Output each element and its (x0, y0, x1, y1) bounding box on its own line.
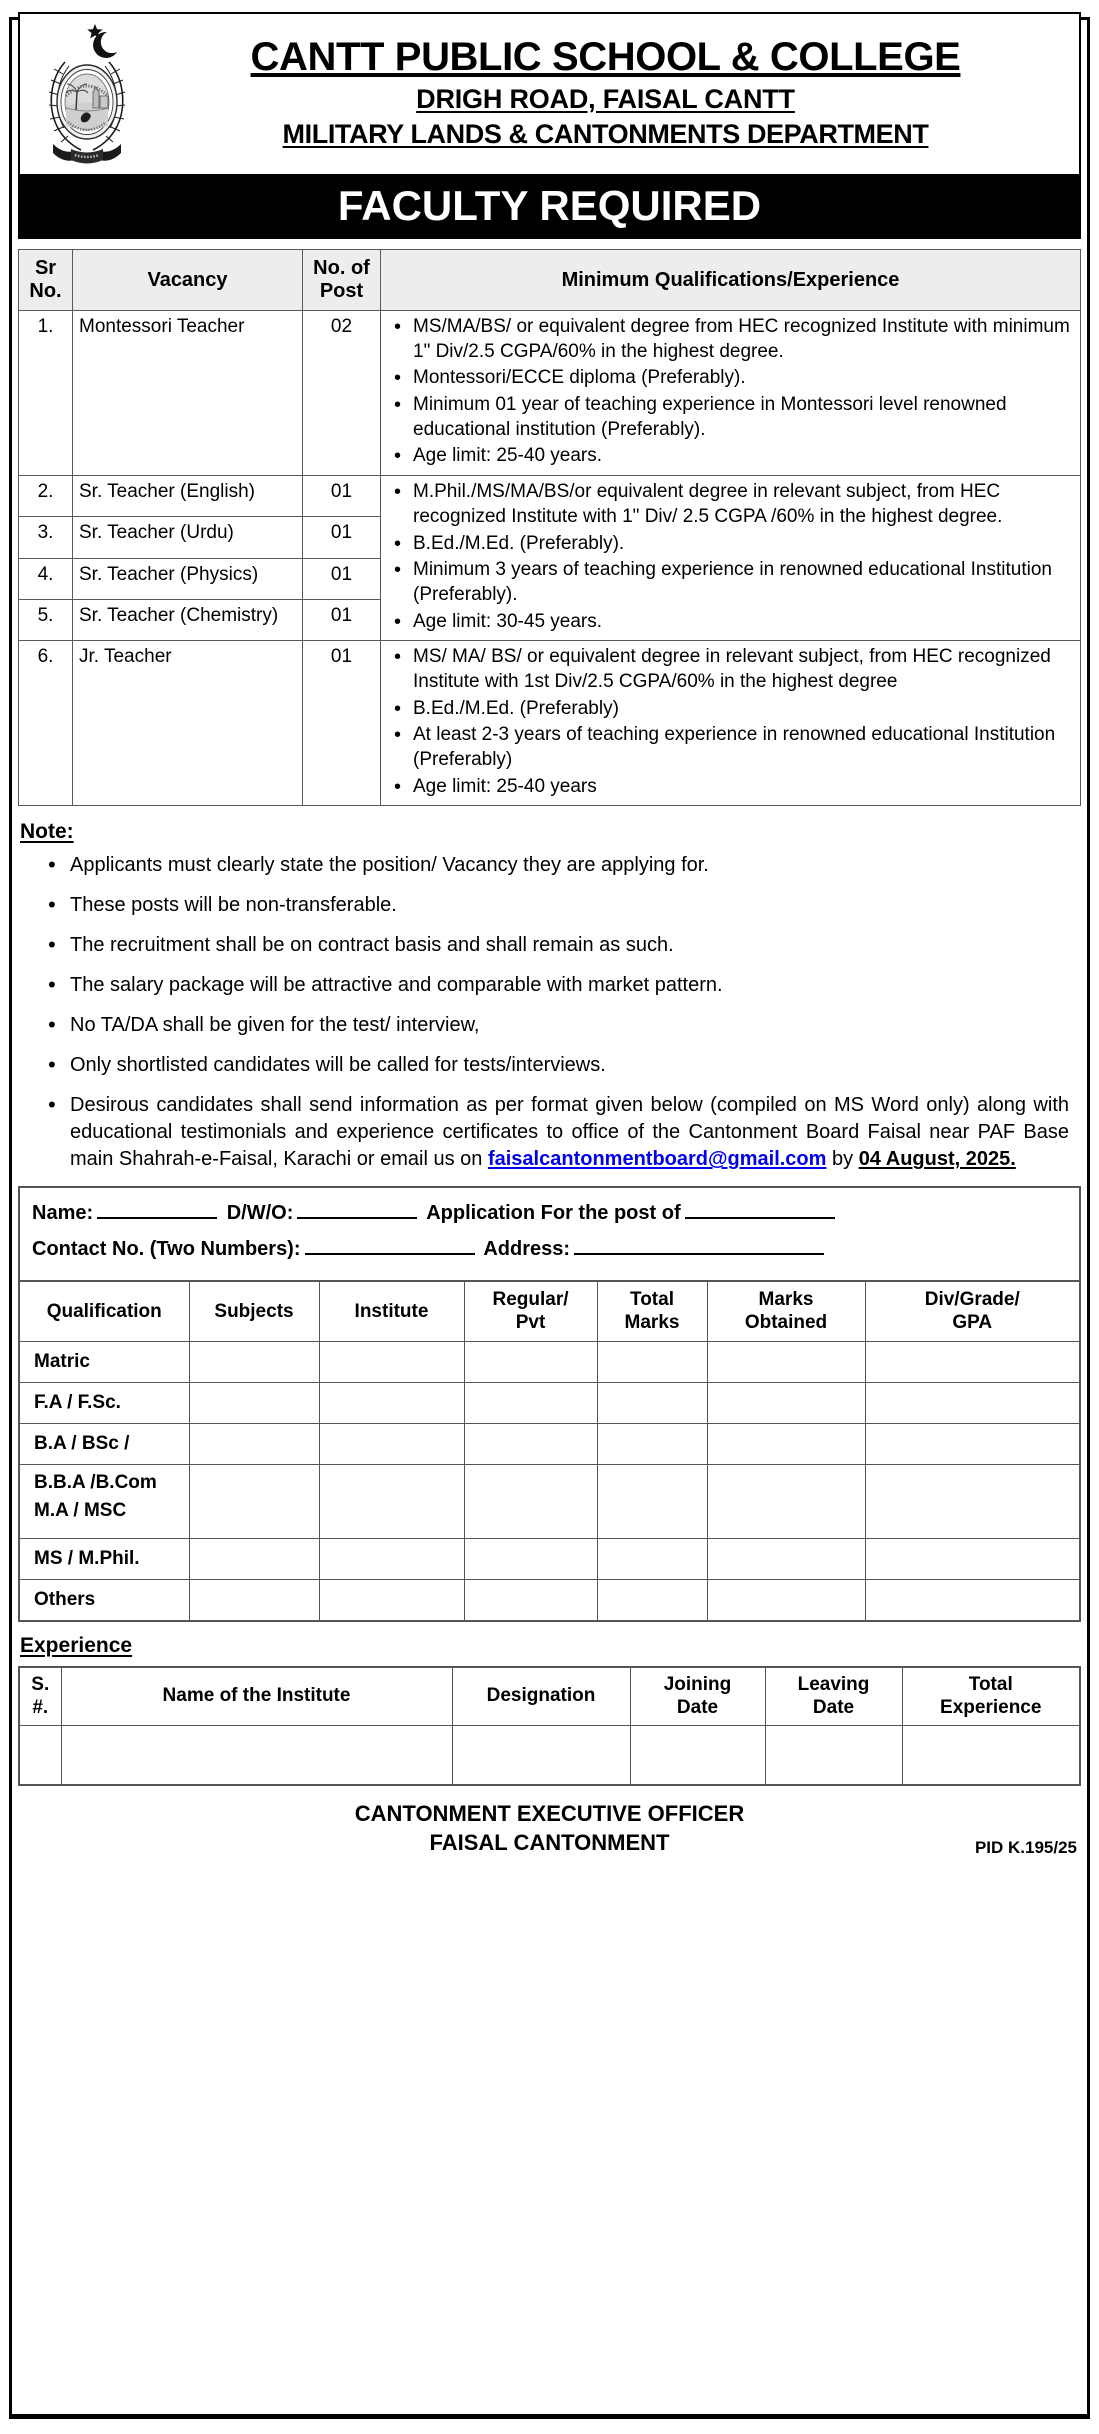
submission-text-part1: Desirous candidates shall send information as per format given below (compiled on MS Word only) along with educational testimonials and experience certificates to office of the Cantonment Board Faisal near PAF Base main Shahrah-e-Faisal, Karachi or email us on (70, 1094, 1069, 1171)
cell-posts: 01 (303, 599, 381, 640)
table-row (19, 1383, 1080, 1424)
address-input[interactable] (574, 1236, 824, 1255)
header-institute (319, 1281, 464, 1341)
list-item-submission (48, 1092, 1073, 1173)
dwo-label: D/W/O: (226, 1202, 294, 1225)
list-item: • Age limit: 25-40 years (413, 775, 1074, 800)
row-label-ma-msc: M.A / MSC (34, 1499, 127, 1521)
list-item: • The salary package will be attractive and comparable with market pattern. (48, 972, 1073, 999)
qualification-list (387, 480, 1074, 634)
list-item: • MS/ MA/ BS/ or equivalent degree in relevant subject, from HEC recognized Institute with 1st Div/2.5 CGPA/60% in the highest degree (413, 645, 1074, 694)
faculty-required-banner: FACULTY REQUIRED (18, 176, 1081, 239)
cell-posts: 01 (303, 476, 381, 517)
table-row (19, 1424, 1080, 1465)
row-label-fa-fsc: F.A / F.Sc. (19, 1383, 189, 1424)
application-deadline: 04 August, 2025. (858, 1148, 1016, 1171)
cell-leaving-date[interactable] (765, 1726, 902, 1786)
header-grade-line2: GPA (952, 1311, 993, 1333)
cell-joining-date[interactable] (630, 1726, 765, 1786)
cell-marks-obtained[interactable] (707, 1539, 865, 1580)
header-div-grade-gpa (865, 1281, 1080, 1341)
cell-total-experience[interactable] (902, 1726, 1080, 1786)
qualification-list (387, 315, 1074, 469)
cell-total-marks[interactable] (597, 1424, 707, 1465)
cell-posts: 01 (303, 517, 381, 558)
page-department: MILITARY LANDS & CANTONMENTS DEPARTMENT (282, 119, 929, 150)
cell-sr: 6. (19, 641, 73, 806)
cell-serial[interactable] (19, 1726, 61, 1786)
header-totalexp-line1: Total (968, 1674, 1013, 1696)
header-joining-line1: Joining (663, 1674, 732, 1696)
cell-institute[interactable] (319, 1383, 464, 1424)
list-item: • B.Ed./M.Ed. (Preferably) (413, 697, 1074, 722)
header-leaving-line2: Date (812, 1696, 855, 1718)
header-subjects (189, 1281, 319, 1341)
post-applied-label: Application For the post of (426, 1202, 681, 1225)
vacancy-table-header-row (19, 250, 1081, 311)
cell-regular-pvt[interactable] (464, 1539, 597, 1580)
page-title: CANTT PUBLIC SCHOOL & COLLEGE (250, 34, 961, 79)
list-item: • Minimum 01 year of teaching experience in Montessori level renowned educational institution (Preferably). (413, 393, 1074, 442)
form-line-contact (32, 1234, 1067, 1264)
header-qualification (19, 1281, 189, 1341)
table-row (19, 1726, 1080, 1786)
footer (18, 1800, 1081, 1865)
row-label-others: Others (19, 1580, 189, 1622)
cell-vacancy: Montessori Teacher (73, 311, 303, 476)
header-grade-line1: Div/Grade/ (924, 1289, 1020, 1311)
header-institute-line1: Institute (354, 1300, 429, 1322)
experience-heading: Experience (20, 1634, 133, 1658)
table-row (19, 1580, 1080, 1622)
cell-institute[interactable] (319, 1424, 464, 1465)
cell-div-grade[interactable] (865, 1342, 1080, 1383)
cell-total-marks[interactable] (597, 1342, 707, 1383)
cell-institute[interactable] (319, 1539, 464, 1580)
cell-posts: 02 (303, 311, 381, 476)
form-line-name (32, 1198, 1067, 1228)
list-item: • Montessori/ECCE diploma (Preferably). (413, 366, 1074, 391)
vacancy-table (18, 249, 1081, 806)
header-totalexp-line2: Experience (940, 1696, 1042, 1718)
cell-div-grade[interactable] (865, 1424, 1080, 1465)
list-item: • Minimum 3 years of teaching experience in renowned educational Institution (Preferably). (413, 558, 1074, 607)
list-item: • Age limit: 30-45 years. (413, 610, 1074, 635)
cell-subjects[interactable] (189, 1580, 319, 1622)
post-applied-input[interactable] (685, 1200, 835, 1219)
table-row (19, 1342, 1080, 1383)
cell-designation[interactable] (452, 1726, 630, 1786)
cell-institute[interactable] (319, 1465, 464, 1539)
cell-marks-obtained[interactable] (707, 1580, 865, 1622)
header-marks-obtained (707, 1281, 865, 1341)
list-item: • These posts will be non-transferable. (48, 892, 1073, 919)
table-row (19, 641, 1081, 806)
header-post-line1: No. of (313, 257, 370, 279)
header-qualifications: Minimum Qualifications/Experience (381, 250, 1081, 311)
list-item: • The recruitment shall be on contract basis and shall remain as such. (48, 932, 1073, 959)
cell-vacancy: Sr. Teacher (English) (73, 476, 303, 517)
row-label-bba-bcom: B.B.A /B.Com (34, 1472, 157, 1494)
cell-institute-name[interactable] (61, 1726, 452, 1786)
cell-div-grade[interactable] (865, 1465, 1080, 1539)
header-qualification-line1: Qualification (46, 1300, 162, 1322)
table-row (19, 1465, 1080, 1539)
email-link[interactable]: faisalcantonmentboard@gmail.com (487, 1148, 827, 1171)
header-total-line2: Marks (624, 1311, 680, 1333)
cell-posts: 01 (303, 558, 381, 599)
footer-officer-title: CANTONMENT EXECUTIVE OFFICER (354, 1801, 745, 1826)
header-sr-line2: No. (29, 280, 62, 302)
list-item: • Applicants must clearly state the position/ Vacancy they are applying for. (48, 852, 1073, 879)
row-label-matric: Matric (19, 1342, 189, 1383)
cell-total-marks[interactable] (597, 1383, 707, 1424)
cantonment-board-emblem-icon (28, 18, 146, 168)
cell-institute[interactable] (319, 1580, 464, 1622)
cell-total-marks[interactable] (597, 1539, 707, 1580)
pid-number: PID K.195/25 (974, 1838, 1077, 1858)
note-list (18, 852, 1081, 1173)
cell-marks-obtained[interactable] (707, 1424, 865, 1465)
list-item: • Age limit: 25-40 years. (413, 444, 1074, 469)
header-subjects-line1: Subjects (214, 1300, 294, 1322)
address-label: Address: (483, 1238, 571, 1261)
cell-marks-obtained[interactable] (707, 1383, 865, 1424)
cell-vacancy: Jr. Teacher (73, 641, 303, 806)
header-obtained-line1: Marks (758, 1289, 814, 1311)
cell-subjects[interactable] (189, 1424, 319, 1465)
dwo-input[interactable] (297, 1200, 417, 1219)
cell-subjects[interactable] (189, 1342, 319, 1383)
cell-sr: 5. (19, 599, 73, 640)
cell-sr: 3. (19, 517, 73, 558)
page-subtitle: DRIGH ROAD, FAISAL CANTT (416, 83, 795, 114)
header-regular-line1: Regular/ (492, 1289, 569, 1311)
row-label-ms-mphil: MS / M.Phil. (19, 1539, 189, 1580)
qualification-list (387, 645, 1074, 799)
list-item: • Only shortlisted candidates will be called for tests/interviews. (48, 1052, 1073, 1079)
cell-total-marks[interactable] (597, 1465, 707, 1539)
cell-regular-pvt[interactable] (464, 1383, 597, 1424)
list-item: • B.Ed./M.Ed. (Preferably). (413, 532, 1074, 557)
list-item: • At least 2-3 years of teaching experience in renowned educational Institution (Preferably) (413, 723, 1074, 772)
list-item: • M.Phil./MS/MA/BS/or equivalent degree in relevant subject, from HEC recognized Institute with 1" Div/ 2.5 CGPA /60% in the highest degree. (413, 480, 1074, 529)
header-box (18, 12, 1081, 176)
header-total-experience (902, 1667, 1080, 1725)
list-item: • MS/MA/BS/ or equivalent degree from HEC recognized Institute with minimum 1" Div/2.5 CGPA/60% in the highest degree. (413, 315, 1074, 364)
experience-form-table (18, 1666, 1081, 1786)
header-joining-date (630, 1667, 765, 1725)
cell-qualifications (381, 641, 1081, 806)
qualification-table-header-row (19, 1281, 1080, 1341)
cell-sr: 2. (19, 476, 73, 517)
row-label-bba-ma (19, 1465, 189, 1539)
header-institute-name: Name of the Institute (61, 1667, 452, 1725)
header-serial-line2: #. (32, 1696, 49, 1718)
header-obtained-line2: Obtained (744, 1311, 828, 1333)
cell-qualifications (381, 476, 1081, 641)
cell-institute[interactable] (319, 1342, 464, 1383)
note-heading: Note: (20, 820, 74, 844)
table-row (19, 1539, 1080, 1580)
cell-marks-obtained[interactable] (707, 1465, 865, 1539)
cell-vacancy: Sr. Teacher (Chemistry) (73, 599, 303, 640)
cell-div-grade[interactable] (865, 1539, 1080, 1580)
header-leaving-line1: Leaving (797, 1674, 870, 1696)
header-total-line1: Total (630, 1289, 674, 1311)
cell-sr: 4. (19, 558, 73, 599)
cell-div-grade[interactable] (865, 1580, 1080, 1622)
header-joining-line2: Date (676, 1696, 719, 1718)
cell-subjects[interactable] (189, 1465, 319, 1539)
qualification-form-table (18, 1280, 1081, 1622)
advertisement-page (0, 12, 1099, 2434)
header-post-line2: Post (319, 280, 364, 302)
submission-text-part2: by (826, 1148, 859, 1171)
cell-sr: 1. (19, 311, 73, 476)
contact-label: Contact No. (Two Numbers): (32, 1238, 301, 1261)
header-no-of-post (303, 250, 381, 311)
cell-regular-pvt[interactable] (464, 1465, 597, 1539)
cell-div-grade[interactable] (865, 1383, 1080, 1424)
cell-posts: 01 (303, 641, 381, 806)
contact-input[interactable] (305, 1236, 475, 1255)
application-form-header (18, 1186, 1081, 1280)
cell-total-marks[interactable] (597, 1580, 707, 1622)
header-designation: Designation (452, 1667, 630, 1725)
header-vacancy: Vacancy (73, 250, 303, 311)
table-row (19, 476, 1081, 517)
header-serial (19, 1667, 61, 1725)
cell-regular-pvt[interactable] (464, 1580, 597, 1622)
cell-subjects[interactable] (189, 1383, 319, 1424)
cell-vacancy: Sr. Teacher (Urdu) (73, 517, 303, 558)
table-row (19, 311, 1081, 476)
header-sr-line1: Sr (34, 257, 57, 279)
cell-subjects[interactable] (189, 1539, 319, 1580)
cell-regular-pvt[interactable] (464, 1342, 597, 1383)
row-label-ba-bsc: B.A / BSc / (19, 1424, 189, 1465)
name-label: Name: (32, 1202, 94, 1225)
cell-qualifications (381, 311, 1081, 476)
header-regular-pvt (464, 1281, 597, 1341)
experience-table-header-row (19, 1667, 1080, 1725)
footer-cantonment: FAISAL CANTONMENT (429, 1829, 670, 1855)
list-item: • No TA/DA shall be given for the test/ interview, (48, 1012, 1073, 1039)
cell-regular-pvt[interactable] (464, 1424, 597, 1465)
header-serial-line1: S. (31, 1674, 50, 1696)
cell-marks-obtained[interactable] (707, 1342, 865, 1383)
name-input[interactable] (97, 1200, 217, 1219)
header-total-marks (597, 1281, 707, 1341)
header-leaving-date (765, 1667, 902, 1725)
header-sr-no (19, 250, 73, 311)
header-regular-line2: Pvt (515, 1311, 546, 1333)
cell-vacancy: Sr. Teacher (Physics) (73, 558, 303, 599)
